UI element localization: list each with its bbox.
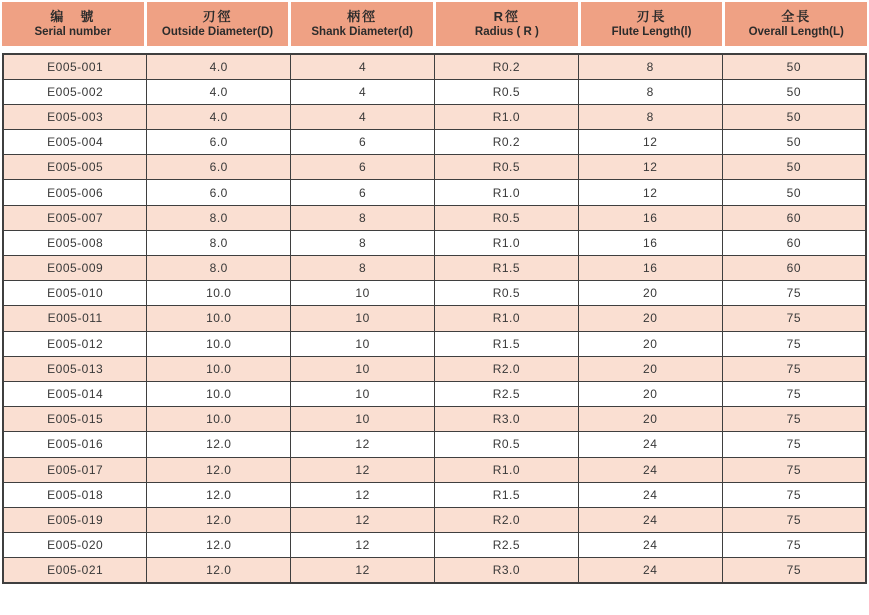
table-cell: 10.0 [147,306,291,331]
header-label-zh: R徑 [493,8,521,24]
table-row [3,331,866,356]
table-cell: 50 [722,104,866,129]
table-row [3,356,866,381]
table-cell: E005-005 [3,155,147,180]
table-cell: 24 [578,533,722,558]
table-row [3,130,866,155]
table-cell: 75 [722,533,866,558]
table-cell: R1.0 [434,306,578,331]
table-cell: 10 [291,306,435,331]
table-cell: 16 [578,256,722,281]
table-cell: R0.5 [434,281,578,306]
table-cell: R1.0 [434,180,578,205]
table-row [3,306,866,331]
table-row [3,558,866,583]
table-cell: 75 [722,432,866,457]
table-cell: 75 [722,407,866,432]
table-cell: 20 [578,381,722,406]
table-cell: 75 [722,356,866,381]
table-cell: E005-018 [3,482,147,507]
header-cell-overall-length [725,2,867,46]
table-cell: E005-017 [3,457,147,482]
table-cell: R3.0 [434,407,578,432]
table-cell: 12.0 [147,533,291,558]
table-cell: R1.0 [434,230,578,255]
table-cell: 6.0 [147,155,291,180]
table-cell: 24 [578,507,722,532]
table-cell: 50 [722,79,866,104]
table-cell: 20 [578,331,722,356]
table-cell: 10 [291,331,435,356]
header-label-zh: 刃徑 [202,8,233,24]
table-cell: 20 [578,407,722,432]
table-cell: R2.5 [434,533,578,558]
table-cell: 24 [578,432,722,457]
table-cell: 20 [578,356,722,381]
header-label-zh: 全長 [781,8,812,24]
table-cell: 12 [291,457,435,482]
table-cell: R1.5 [434,256,578,281]
table-cell: E005-013 [3,356,147,381]
table-row [3,155,866,180]
table-cell: R0.2 [434,130,578,155]
table-row [3,457,866,482]
table-cell: 4 [291,54,435,79]
table-cell: 8 [291,205,435,230]
table-cell: 10.0 [147,331,291,356]
table-cell: 75 [722,331,866,356]
table-cell: 8.0 [147,205,291,230]
table-row [3,104,866,129]
table-cell: 10.0 [147,281,291,306]
table-cell: 12 [291,533,435,558]
table-cell: E005-016 [3,432,147,457]
table-cell: 10 [291,407,435,432]
table-cell: 4.0 [147,79,291,104]
header-label-en: Overall Length(L) [748,25,844,38]
table-cell: 8 [578,79,722,104]
table-cell: 12 [291,432,435,457]
table-cell: 75 [722,457,866,482]
table-cell: R0.2 [434,54,578,79]
table-cell: 10 [291,356,435,381]
table-cell: 8 [291,256,435,281]
table-cell: E005-008 [3,230,147,255]
table-cell: 6 [291,180,435,205]
table-cell: E005-019 [3,507,147,532]
table-cell: 16 [578,205,722,230]
table-cell: E005-003 [3,104,147,129]
table-cell: 24 [578,558,722,583]
header-label-en: Serial number [34,25,112,38]
table-cell: R0.5 [434,79,578,104]
table-cell: 8.0 [147,230,291,255]
table-cell: 50 [722,155,866,180]
table-cell: 12.0 [147,457,291,482]
table-cell: E005-009 [3,256,147,281]
table-cell: 50 [722,180,866,205]
table-cell: E005-001 [3,54,147,79]
table-cell: R0.5 [434,432,578,457]
table-cell: E005-002 [3,79,147,104]
table-cell: E005-006 [3,180,147,205]
header-cell-radius [436,2,578,46]
table-cell: 75 [722,482,866,507]
table-cell: 75 [722,281,866,306]
table-cell: E005-011 [3,306,147,331]
table-cell: 10.0 [147,356,291,381]
table-row [3,533,866,558]
table-cell: R1.5 [434,331,578,356]
table-cell: 8 [578,54,722,79]
table-row [3,180,866,205]
table-cell: E005-012 [3,331,147,356]
header-label-en: Outside Diameter(D) [161,25,274,38]
header-label-en: Shank Diameter(d) [311,25,413,38]
table-cell: E005-021 [3,558,147,583]
table-cell: 6 [291,155,435,180]
table-cell: 4 [291,104,435,129]
table-cell: E005-007 [3,205,147,230]
table-cell: 50 [722,130,866,155]
header-label-zh: 柄徑 [347,8,378,24]
table-cell: 60 [722,230,866,255]
table-cell: R1.0 [434,104,578,129]
table-cell: E005-010 [3,281,147,306]
table-row [3,507,866,532]
table-cell: 4.0 [147,104,291,129]
table-cell: 6.0 [147,130,291,155]
table-cell: 6 [291,130,435,155]
table-cell: R0.5 [434,155,578,180]
header-label-en: Radius ( R ) [474,25,539,38]
table-cell: 24 [578,482,722,507]
table-row [3,432,866,457]
table-cell: R2.0 [434,507,578,532]
table-cell: E005-014 [3,381,147,406]
table-row [3,205,866,230]
table-cell: 8 [291,230,435,255]
table-cell: 10.0 [147,407,291,432]
table-cell: R2.5 [434,381,578,406]
header-label-en: Flute Length(l) [611,25,692,38]
table-row [3,482,866,507]
table-cell: 12 [578,130,722,155]
table-cell: 4 [291,79,435,104]
table-cell: E005-015 [3,407,147,432]
table-row [3,381,866,406]
table-cell: 12 [578,180,722,205]
table-cell: 12 [291,507,435,532]
table-row [3,230,866,255]
spec-table [2,53,867,584]
header-cell-outside-diameter [147,2,289,46]
table-row [3,256,866,281]
table-cell: 10 [291,381,435,406]
table-cell: 24 [578,457,722,482]
table-cell: 75 [722,381,866,406]
table-cell: 12.0 [147,558,291,583]
table-cell: 12 [291,482,435,507]
table-row [3,54,866,79]
table-cell: R0.5 [434,205,578,230]
table-cell: R1.5 [434,482,578,507]
header-cell-flute-length [581,2,723,46]
table-cell: 50 [722,54,866,79]
table-cell: 12.0 [147,507,291,532]
table-cell: E005-004 [3,130,147,155]
table-cell: 60 [722,256,866,281]
header-cell-serial-number [2,2,144,46]
table-cell: 6.0 [147,180,291,205]
header-label-zh: 刃長 [636,8,667,24]
header-cell-shank-diameter [291,2,433,46]
table-cell: R1.0 [434,457,578,482]
table-row [3,281,866,306]
table-cell: 16 [578,230,722,255]
spec-table-body [3,54,866,583]
table-cell: R2.0 [434,356,578,381]
table-cell: 4.0 [147,54,291,79]
header-label-zh: 编 號 [50,8,96,24]
table-cell: 75 [722,507,866,532]
table-cell: 8 [578,104,722,129]
table-cell: 12.0 [147,482,291,507]
table-cell: E005-020 [3,533,147,558]
table-cell: 8.0 [147,256,291,281]
table-cell: R3.0 [434,558,578,583]
table-row [3,79,866,104]
spec-table-header [2,2,867,46]
table-cell: 10.0 [147,381,291,406]
table-cell: 20 [578,306,722,331]
table-cell: 20 [578,281,722,306]
table-cell: 60 [722,205,866,230]
table-cell: 75 [722,558,866,583]
table-cell: 12.0 [147,432,291,457]
table-row [3,407,866,432]
table-cell: 10 [291,281,435,306]
table-cell: 75 [722,306,866,331]
table-cell: 12 [291,558,435,583]
table-cell: 12 [578,155,722,180]
